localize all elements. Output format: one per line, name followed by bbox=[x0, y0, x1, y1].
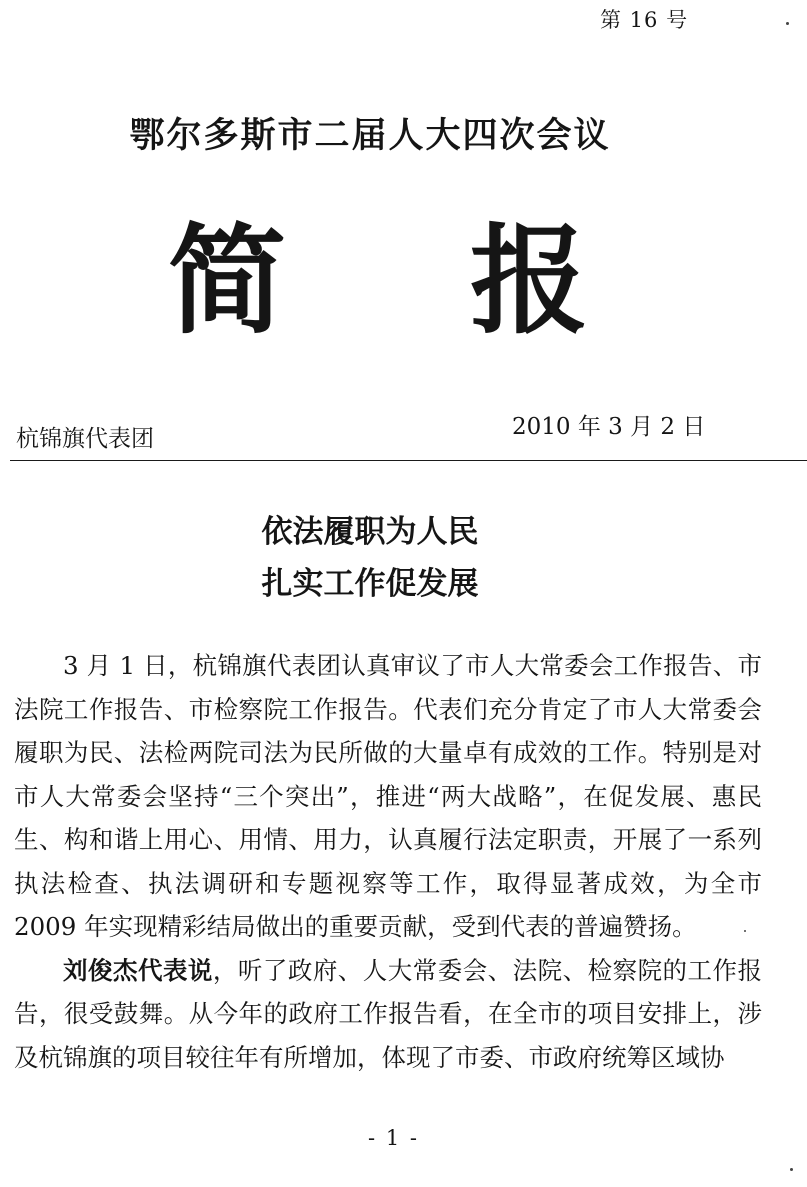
issue-date: 2010 年 3 月 2 日 bbox=[512, 414, 706, 440]
header-divider bbox=[10, 460, 807, 461]
scan-speck bbox=[790, 1168, 793, 1171]
bulletin-title-char-2: 报 bbox=[469, 211, 588, 350]
bulletin-title-char-1: 简 bbox=[168, 211, 287, 350]
scan-speck bbox=[786, 22, 789, 25]
headline-line-1: 依法履职为人民 bbox=[261, 514, 479, 550]
scan-speck bbox=[744, 930, 746, 932]
meeting-title: 鄂尔多斯市二届人大四次会议 bbox=[129, 115, 611, 156]
bulletin-title bbox=[168, 211, 588, 350]
paragraph-1: 3 月 1 日，杭锦旗代表团认真审议了市人大常委会工作报告、市法院工作报告、市检察院工作报告。代表们充分肯定了市人大常委会履职为民、法检两院司法为民所做的大量卓有成效的工作。特别是对市人大常委会坚持“三个突出”，推进“两大战略”，在促发展、惠民生、构和谐上用心、用情、用力，认真履行法定职责，开展了一系列执法检查、执法调研和专题视察等工作，取得显著成效，为全市 2009 年实现精彩结局做出的重要贡献，受到代表的普遍赞扬。 bbox=[14, 651, 762, 941]
speaker-name: 刘俊杰代表说 bbox=[63, 955, 213, 985]
headline-line-2: 扎实工作促发展 bbox=[261, 566, 479, 602]
paragraph-2-text: ，听了政府、人大常委会、法院、检察院的工作报告，很受鼓舞。从今年的政府工作报告看，在全市的项目安排上，涉及杭锦旗的项目较往年有所增加，体现了市委、市政府统筹区域协 bbox=[14, 955, 762, 1072]
article-body bbox=[14, 644, 762, 1079]
delegation-name: 杭锦旗代表团 bbox=[16, 426, 154, 452]
page-number: - 1 - bbox=[368, 1126, 419, 1150]
issue-number: 第 16 号 bbox=[600, 8, 689, 32]
article-headline bbox=[0, 506, 740, 610]
paragraph-2 bbox=[14, 949, 762, 1080]
